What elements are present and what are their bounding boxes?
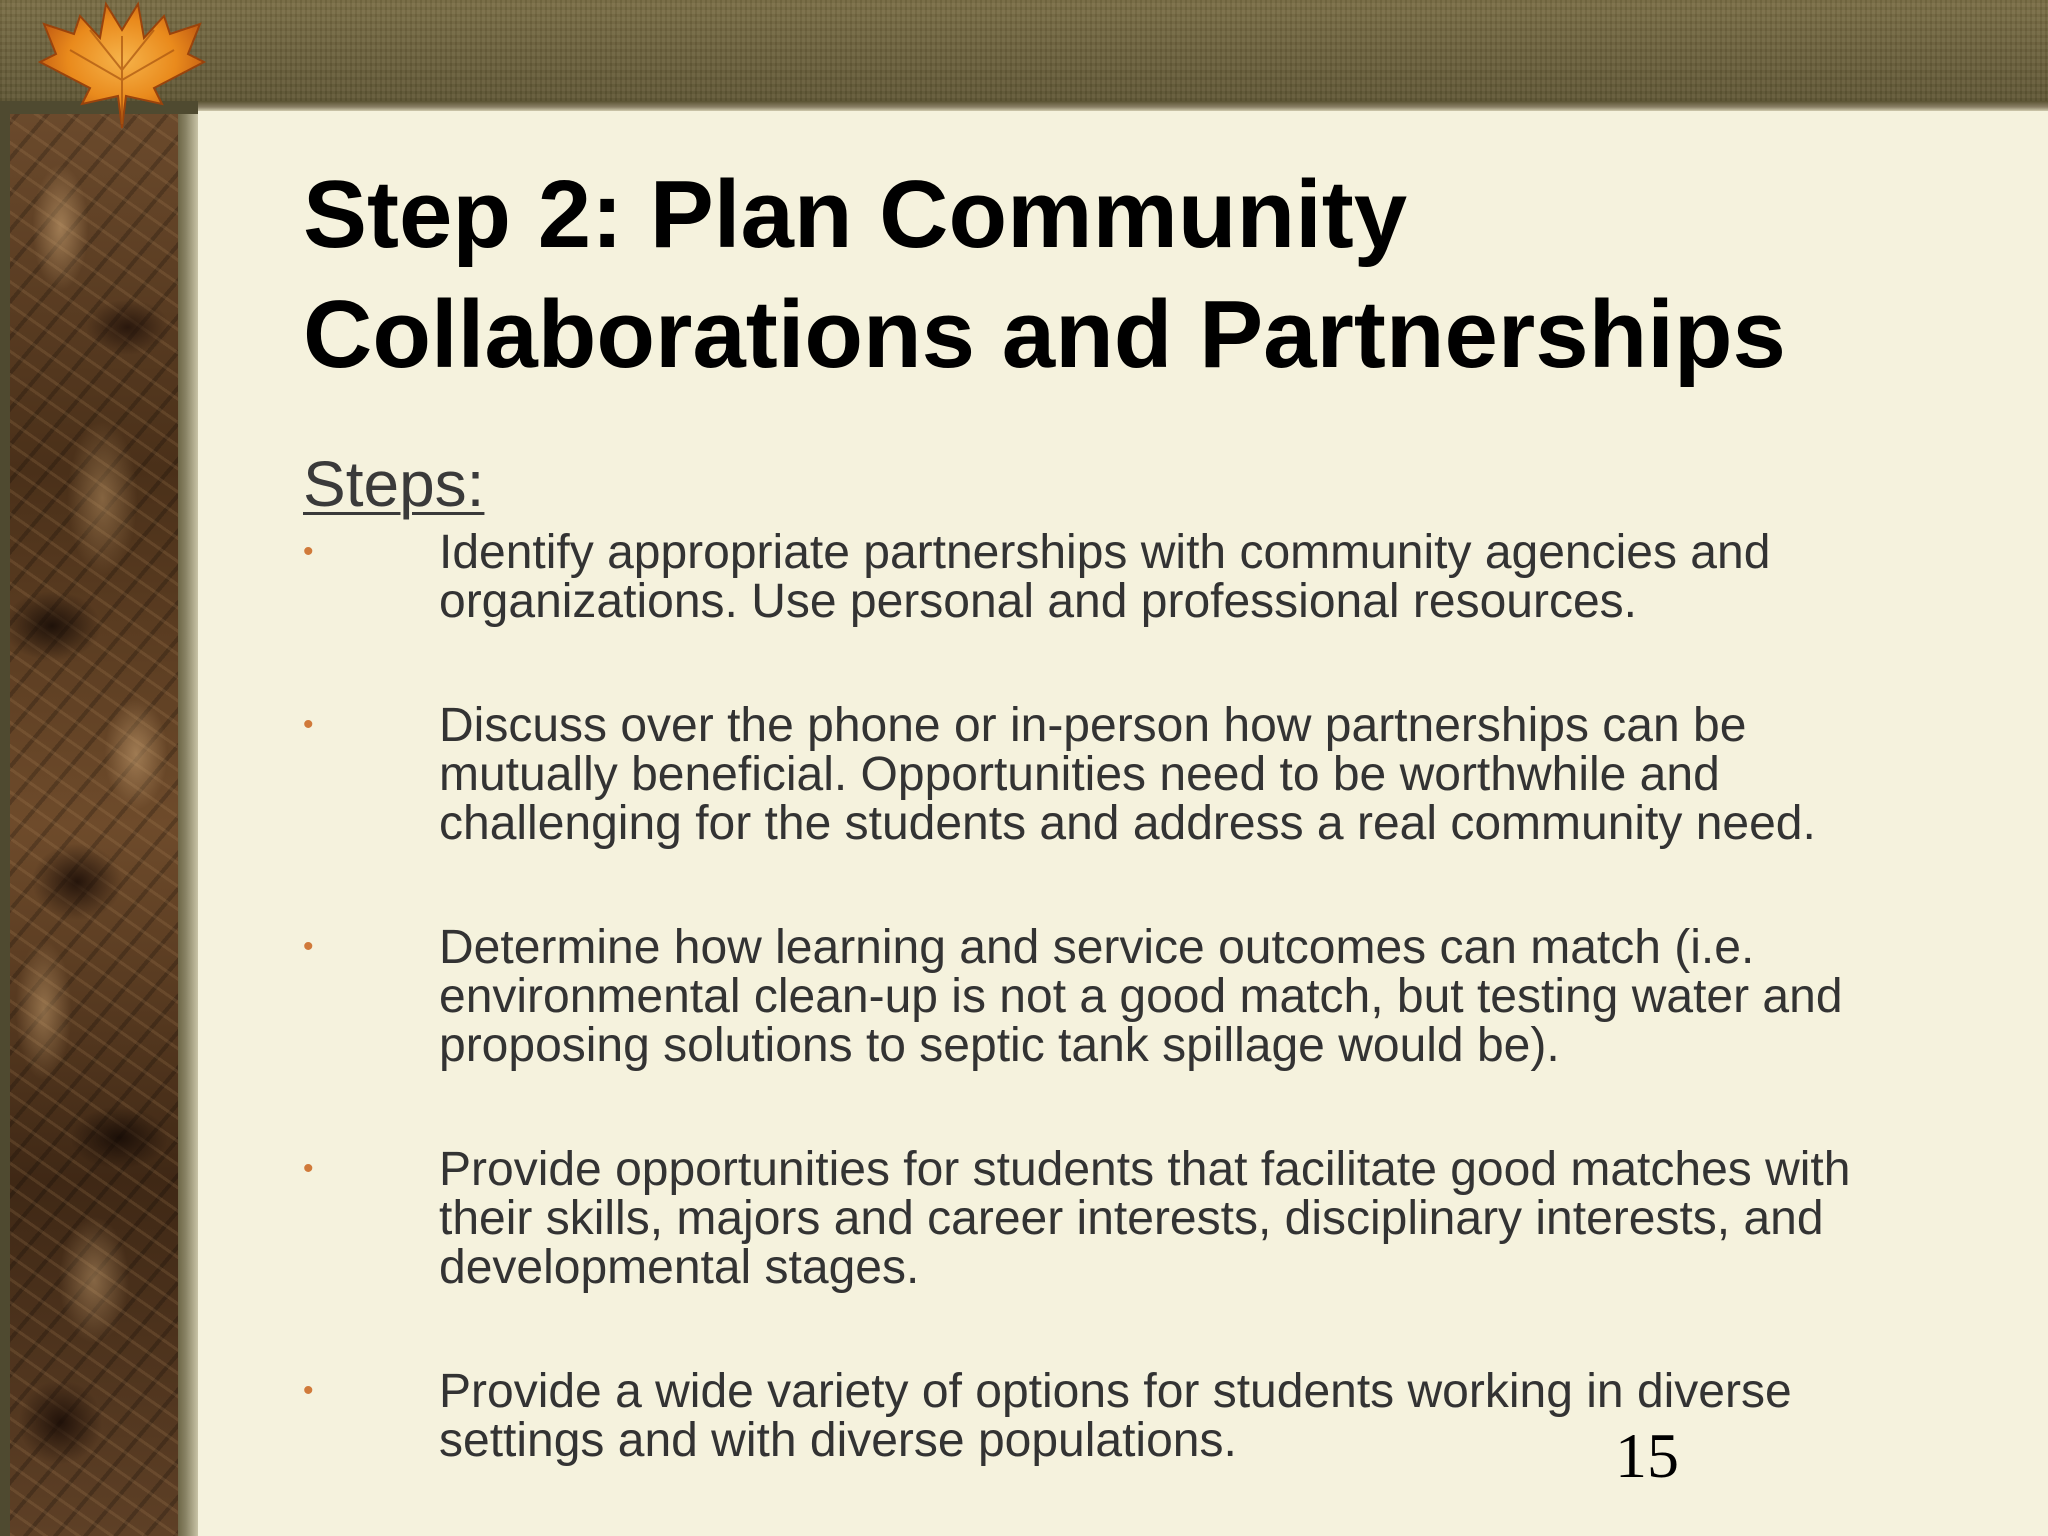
- slide-title-line-2: Collaborations and Partnerships: [303, 281, 1786, 388]
- top-texture-band: [0, 0, 2048, 101]
- list-item-text: [439, 1367, 1999, 1465]
- list-item-line: developmental stages.: [439, 1241, 920, 1294]
- list-item-line: environmental clean-up is not a good match, but testing water and: [439, 970, 1843, 1023]
- list-item-line: organizations. Use personal and professional resources.: [439, 575, 1638, 628]
- bullet-icon: •: [303, 1152, 314, 1185]
- list-item-line: mutually beneficial. Opportunities need to be worthwhile and: [439, 748, 1720, 801]
- list-item-line: their skills, majors and career interests, disciplinary interests, and: [439, 1192, 1824, 1245]
- list-item-line: proposing solutions to septic tank spillage would be).: [439, 1019, 1560, 1072]
- bullet-icon: •: [303, 930, 314, 963]
- steps-heading: Steps:: [303, 448, 485, 520]
- list-item-line: settings and with diverse populations.: [439, 1414, 1237, 1467]
- list-item-text: [439, 1145, 1999, 1292]
- bullet-icon: •: [303, 1374, 314, 1407]
- bullet-icon: •: [303, 535, 314, 568]
- list-item-line: Discuss over the phone or in-person how partnerships can be: [439, 699, 1747, 752]
- bullet-icon: •: [303, 708, 314, 741]
- list-item-line: Provide opportunities for students that facilitate good matches with: [439, 1143, 1851, 1196]
- maple-leaf-icon: [10, 0, 235, 140]
- left-frame-edge: [178, 114, 198, 1536]
- list-item-text: [439, 701, 1999, 848]
- list-item-line: Determine how learning and service outcomes can match (i.e.: [439, 921, 1755, 974]
- left-marble-column: [10, 114, 178, 1536]
- list-item-line: Provide a wide variety of options for students working in diverse: [439, 1365, 1792, 1418]
- slide-title: [303, 155, 1983, 395]
- list-item-text: [439, 923, 1999, 1070]
- page-number: 15: [1615, 1420, 1679, 1491]
- slide-title-line-1: Step 2: Plan Community: [303, 161, 1408, 268]
- list-item-line: Identify appropriate partnerships with community agencies and: [439, 526, 1771, 579]
- list-item-text: [439, 528, 1999, 626]
- top-band-edge: [0, 101, 2048, 111]
- list-item-line: challenging for the students and address a real community need.: [439, 797, 1816, 850]
